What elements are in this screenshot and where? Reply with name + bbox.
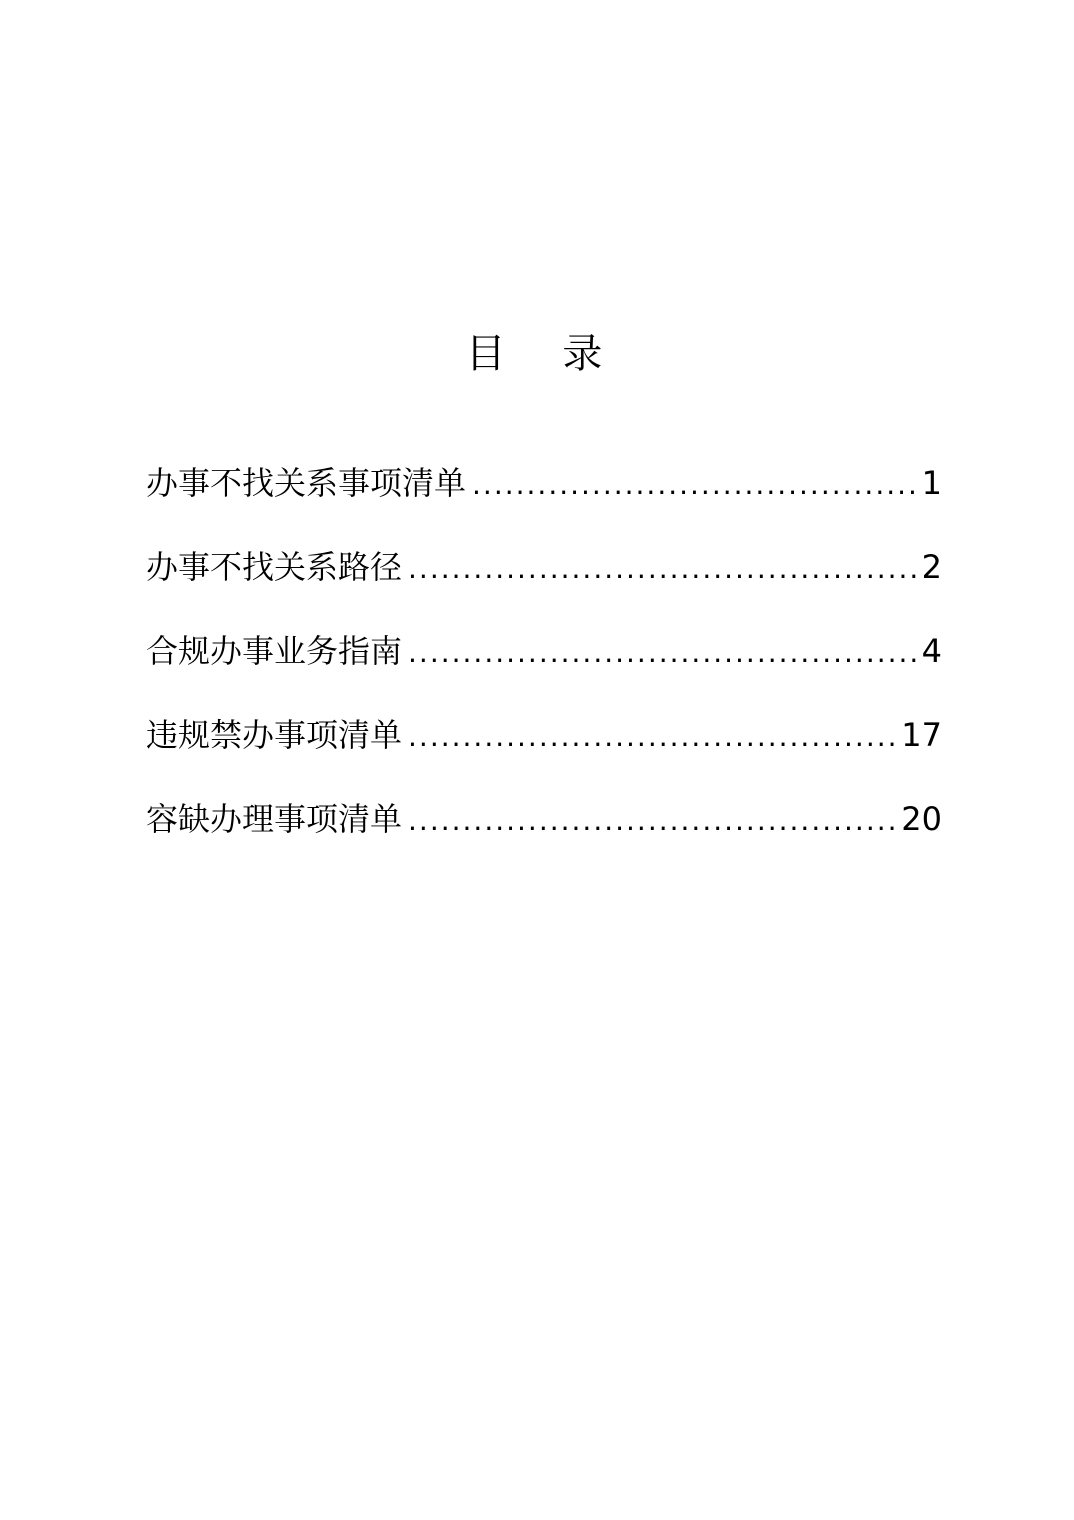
toc-entry-page-number: 4 bbox=[921, 632, 942, 670]
toc-entry[interactable] bbox=[146, 707, 942, 791]
toc-entry[interactable] bbox=[146, 791, 942, 875]
toc-title: 目 录 bbox=[465, 331, 625, 377]
toc-entry[interactable] bbox=[146, 623, 942, 707]
toc-entry[interactable] bbox=[146, 539, 942, 623]
toc-dot-leader bbox=[472, 457, 918, 513]
toc-entry-page-number: 17 bbox=[901, 716, 942, 754]
table-of-contents bbox=[146, 455, 942, 875]
toc-entry-label: 容缺办理事项清单 bbox=[146, 800, 403, 838]
toc-entry-page-number: 20 bbox=[901, 800, 942, 838]
toc-dot-leader bbox=[408, 625, 918, 681]
toc-entry-page-number: 2 bbox=[921, 548, 942, 586]
toc-dot-leader bbox=[408, 541, 918, 597]
toc-entry-label: 办事不找关系事项清单 bbox=[146, 464, 467, 502]
toc-entry-label: 办事不找关系路径 bbox=[146, 548, 403, 586]
toc-entry-label: 违规禁办事项清单 bbox=[146, 716, 403, 754]
toc-dot-leader bbox=[408, 709, 897, 765]
toc-entry-label: 合规办事业务指南 bbox=[146, 632, 403, 670]
toc-entry-page-number: 1 bbox=[921, 464, 942, 502]
toc-entry[interactable] bbox=[146, 455, 942, 539]
toc-dot-leader bbox=[408, 793, 897, 849]
